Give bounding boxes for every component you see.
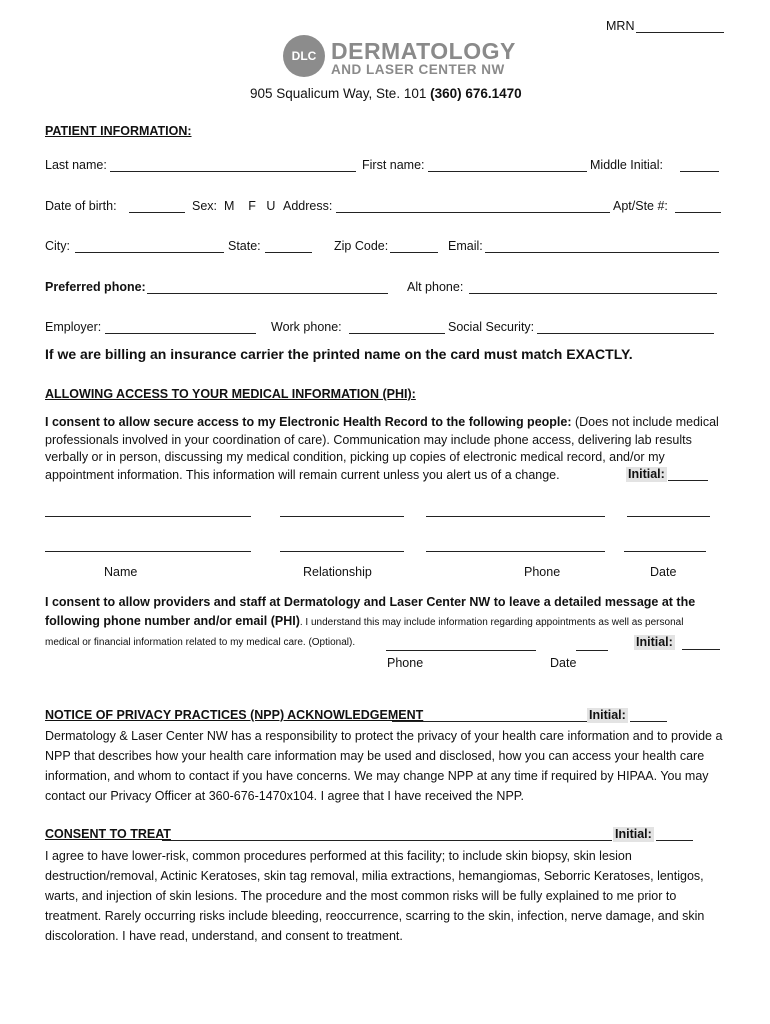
work-phone-label: Work phone: bbox=[271, 320, 342, 334]
person1-name-field[interactable] bbox=[45, 516, 251, 517]
preferred-phone-field[interactable] bbox=[147, 293, 388, 294]
message-date-label: Date bbox=[550, 656, 577, 670]
middle-initial-field[interactable] bbox=[680, 171, 719, 172]
state-field[interactable] bbox=[265, 252, 312, 253]
apt-label: Apt/Ste #: bbox=[613, 199, 668, 213]
city-label: City: bbox=[45, 239, 70, 253]
zip-label: Zip Code: bbox=[334, 239, 389, 253]
alt-phone-label: Alt phone: bbox=[407, 280, 464, 294]
ssn-label: Social Security: bbox=[448, 320, 535, 334]
address-label: Address: bbox=[283, 199, 333, 213]
preferred-phone-label: Preferred phone: bbox=[45, 280, 146, 294]
message-initial-label: Initial: bbox=[636, 635, 673, 649]
person2-phone-field[interactable] bbox=[426, 551, 605, 552]
dob-field[interactable] bbox=[129, 212, 185, 213]
employer-label: Employer: bbox=[45, 320, 102, 334]
first-name-label: First name: bbox=[362, 158, 425, 172]
message-consent-bold: following phone number and/or email (PHI) bbox=[45, 614, 300, 628]
phi-consent-paragraph bbox=[45, 414, 725, 484]
ssn-field[interactable] bbox=[537, 333, 714, 334]
last-name-field[interactable] bbox=[110, 171, 356, 172]
npp-heading-rule bbox=[392, 721, 587, 722]
col-name-label: Name bbox=[104, 565, 138, 579]
person1-date-field[interactable] bbox=[627, 516, 710, 517]
sex-options[interactable]: Sex: M F U bbox=[192, 199, 276, 213]
npp-heading: NOTICE OF PRIVACY PRACTICES (NPP) ACKNOWLEDGEMENT bbox=[45, 708, 424, 722]
logo-badge: DLC bbox=[283, 35, 325, 77]
message-phone-field[interactable] bbox=[386, 650, 536, 651]
clinic-phone: (360) 676.1470 bbox=[430, 86, 522, 101]
npp-text: Dermatology & Laser Center NW has a responsibility to protect the privacy of your health care information and to provide a NPP that describes how your health care information may be used and disclosed, how you can access your health care information, and whom to contact if you have concerns. We may change NPP at any time if required by HIPAA. You may contact our Privacy Officer at 360-676-1470x104. I agree that I have received the NPP. bbox=[45, 729, 723, 803]
col-relationship-label: Relationship bbox=[303, 565, 372, 579]
message-consent-line1: I consent to allow providers and staff at Dermatology and Laser Center NW to leave a detailed message at the bbox=[45, 595, 696, 609]
mrn-label: MRN bbox=[606, 19, 635, 33]
message-phone-label: Phone bbox=[387, 656, 424, 670]
phi-initial-label: Initial: bbox=[628, 467, 665, 481]
npp-initial-field[interactable] bbox=[630, 721, 667, 722]
email-label: Email: bbox=[448, 239, 483, 253]
col-date-label: Date bbox=[650, 565, 677, 579]
message-date-field[interactable] bbox=[576, 650, 608, 651]
middle-initial-label: Middle Initial: bbox=[590, 158, 663, 172]
message-initial-field[interactable] bbox=[682, 649, 720, 650]
treat-heading: CONSENT TO TREAT bbox=[45, 827, 171, 841]
treat-text: I agree to have lower-risk, common procedures performed at this facility; to include skin biopsy, skin lesion destruction/removal, Actinic Keratoses, skin tag removal, milia extractions, hemangiomas, Seborric Keratoses, lentigos, warts, and injection of skin lesions. The procedure and the most common risks will be fully explained to me prior to treatment. Rarely occurring risks include bleeding, reoccurrence, scarring to the skin, infection, nerve damage, and skin discoloration. I have read, understand, and consent to treatment. bbox=[45, 849, 705, 943]
dob-label: Date of birth: bbox=[45, 199, 117, 213]
first-name-field[interactable] bbox=[428, 171, 587, 172]
alt-phone-field[interactable] bbox=[469, 293, 717, 294]
message-consent-line2 bbox=[45, 614, 683, 628]
message-consent-small1: . I understand this may include information regarding appointments as well as personal bbox=[299, 617, 684, 628]
treat-heading-rule bbox=[162, 840, 612, 841]
last-name-label: Last name: bbox=[45, 158, 107, 172]
zip-field[interactable] bbox=[390, 252, 438, 253]
billing-note: If we are billing an insurance carrier the printed name on the card must match EXACTLY. bbox=[45, 346, 633, 362]
email-field[interactable] bbox=[485, 252, 719, 253]
phi-consent-text: (Does not include medical professionals involved in your coordination of care). Communication may include phone access, delivering lab results verbally or in person, discussing my medical condition, picking up copies of electronic medical record, and/or my appointment information. This information will remain current unless you alert us of a change. bbox=[45, 415, 719, 482]
mrn-field[interactable] bbox=[636, 32, 724, 33]
apt-field[interactable] bbox=[675, 212, 721, 213]
work-phone-field[interactable] bbox=[349, 333, 445, 334]
npp-initial-label: Initial: bbox=[589, 708, 626, 722]
logo-title: DERMATOLOGY bbox=[331, 38, 516, 64]
person1-relationship-field[interactable] bbox=[280, 516, 404, 517]
person2-name-field[interactable] bbox=[45, 551, 251, 552]
treat-initial-field[interactable] bbox=[656, 840, 693, 841]
clinic-address-line bbox=[250, 86, 522, 101]
clinic-address: 905 Squalicum Way, Ste. 101 bbox=[250, 86, 427, 101]
address-field[interactable] bbox=[336, 212, 610, 213]
state-label: State: bbox=[228, 239, 261, 253]
employer-field[interactable] bbox=[105, 333, 256, 334]
treat-initial-label: Initial: bbox=[615, 827, 652, 841]
patient-info-heading: PATIENT INFORMATION: bbox=[45, 124, 192, 138]
phi-initial-field[interactable] bbox=[668, 480, 708, 481]
city-field[interactable] bbox=[75, 252, 224, 253]
message-consent-small2: medical or financial information related to my medical care. (Optional). bbox=[45, 637, 356, 648]
phi-heading: ALLOWING ACCESS TO YOUR MEDICAL INFORMATION (PHI): bbox=[45, 387, 416, 401]
person1-phone-field[interactable] bbox=[426, 516, 605, 517]
col-phone-label: Phone bbox=[524, 565, 561, 579]
phi-consent-bold: I consent to allow secure access to my Electronic Health Record to the following people: bbox=[45, 415, 572, 429]
person2-relationship-field[interactable] bbox=[280, 551, 404, 552]
person2-date-field[interactable] bbox=[624, 551, 706, 552]
logo-subtitle: AND LASER CENTER NW bbox=[331, 62, 505, 77]
